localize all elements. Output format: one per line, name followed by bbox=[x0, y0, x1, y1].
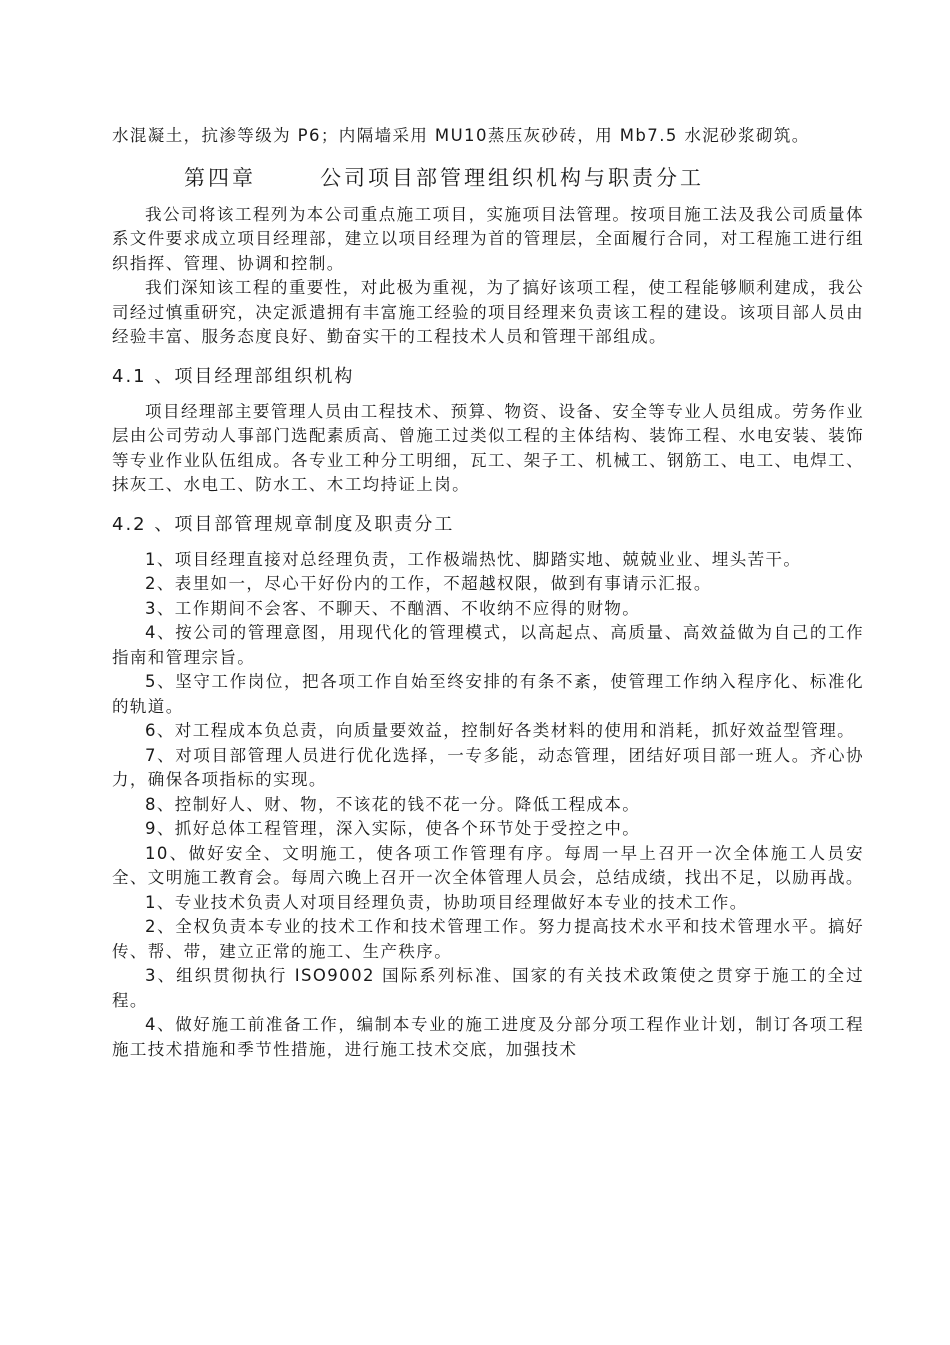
list-item: 10、做好安全、文明施工，使各项工作管理有序。每周一早上召开一次全体施工人员安全、文明施工教育会。每周六晚上召开一次全体管理人员会，总结成绩，找出不足，以励再战。 bbox=[112, 843, 864, 887]
section-heading-4-2: 4.2 、项目部管理规章制度及职责分工 bbox=[112, 513, 455, 535]
list-item: 4、按公司的管理意图，用现代化的管理模式，以高起点、高质量、高效益做为自己的工作指南和管理宗旨。 bbox=[112, 623, 864, 667]
list-item: 4、做好施工前准备工作，编制本专业的施工进度及分部分项工程作业计划，制订各项工程施工技术措施和季节性措施，进行施工技术交底，加强技术 bbox=[112, 1015, 864, 1059]
lead-paragraph: 水混凝土，抗渗等级为 P6；内隔墙采用 MU10蒸压灰砂砖，用 Mb7.5 水泥砂浆砌筑。 bbox=[112, 126, 810, 145]
intro-paragraph: 我公司将该工程列为本公司重点施工项目，实施项目法管理。按项目施工法及我公司质量体系文件要求成立项目经理部，建立以项目经理为首的管理层，全面履行合同，对工程施工进行组织指挥、管理、协调和控制。 bbox=[112, 204, 864, 273]
list-item: 2、表里如一，尽心干好份内的工作，不超越权限，做到有事请示汇报。 bbox=[145, 574, 712, 593]
list-item: 9、抓好总体工程管理，深入实际，使各个环节处于受控之中。 bbox=[145, 819, 641, 838]
list-item: 7、对项目部管理人员进行优化选择，一专多能，动态管理，团结好项目部一班人。齐心协力，确保各项指标的实现。 bbox=[112, 745, 864, 789]
list-item: 5、坚守工作岗位，把各项工作自始至终安排的有条不紊，使管理工作纳入程序化、标准化的轨道。 bbox=[112, 672, 864, 716]
list-item: 1、专业技术负责人对项目经理负责，协助项目经理做好本专业的技术工作。 bbox=[145, 892, 748, 912]
chapter-heading bbox=[112, 163, 864, 193]
section-heading-4-1: 4.1 、项目经理部组织机构 bbox=[112, 365, 355, 387]
section-4-1-paragraph: 项目经理部主要管理人员由工程技术、预算、物资、设备、安全等专业人员组成。劳务作业层由公司劳动人事部门选配素质高、曾施工过类似工程的主体结构、装饰工程、水电安装、装饰等专业作业队伍组成。各专业工种分工明细，瓦工、架子工、机械工、钢筋工、电工、电焊工、抹灰工、水电工、防水工、木工均持证上岗。 bbox=[112, 401, 864, 494]
list-item: 3、组织贯彻执行 ISO9002 国际系列标准、国家的有关技术政策使之贯穿于施工的全过程。 bbox=[112, 966, 864, 1010]
list-item: 3、工作期间不会客、不聊天、不酗酒、不收纳不应得的财物。 bbox=[145, 598, 641, 618]
chapter-title: 公司项目部管理组织机构与职责分工 bbox=[320, 165, 704, 190]
list-item: 2、全权负责本专业的技术工作和技术管理工作。努力提高技术水平和技术管理水平。搞好传、帮、带，建立正常的施工、生产秩序。 bbox=[112, 917, 864, 961]
chapter-number: 第四章 bbox=[184, 165, 256, 190]
list-item: 8、控制好人、财、物，不该花的钱不花一分。降低工程成本。 bbox=[145, 794, 641, 814]
intro-paragraph: 我们深知该工程的重要性，对此极为重视，为了搞好该项工程，使工程能够顺利建成，我公司经过慎重研究，决定派遣拥有丰富施工经验的项目经理来负责该工程的建设。该项目部人员由经验丰富、服务态度良好、勤奋实干的工程技术人员和管理干部组成。 bbox=[112, 278, 864, 346]
list-item: 1、项目经理直接对总经理负责，工作极端热忱、脚踏实地、兢兢业业、埋头苦干。 bbox=[145, 549, 802, 569]
list-item: 6、对工程成本负总责，向质量要效益，控制好各类材料的使用和消耗，抓好效益型管理。 bbox=[145, 721, 855, 740]
document-page bbox=[112, 124, 864, 1062]
